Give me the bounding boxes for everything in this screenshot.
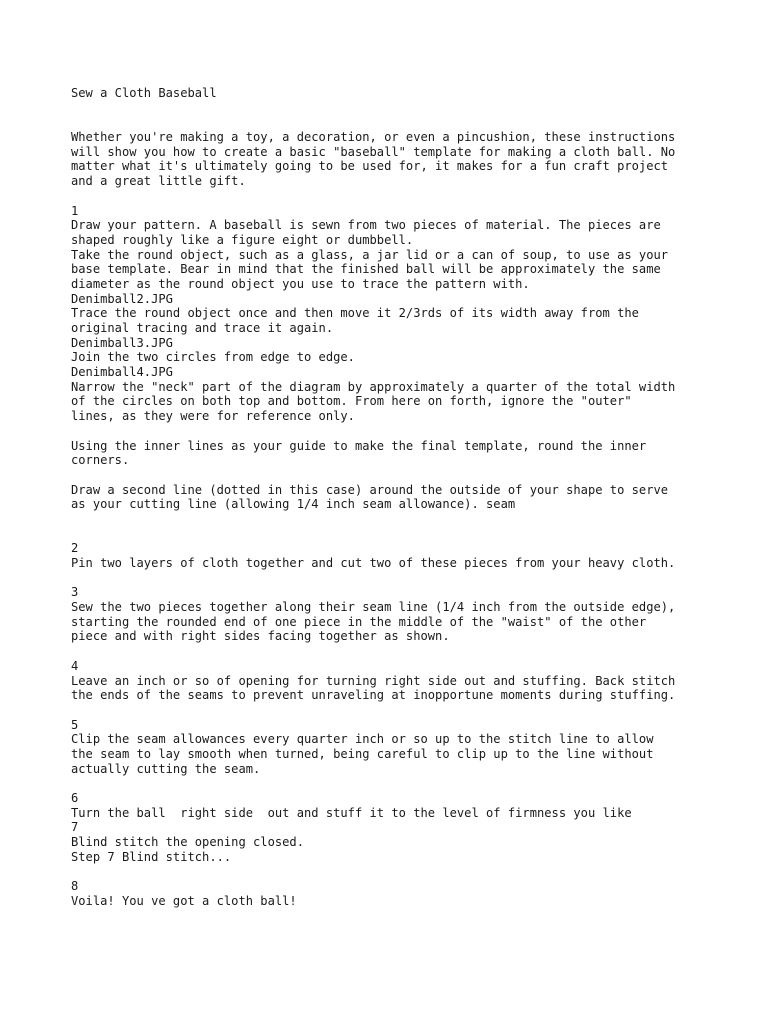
step-2: 2 Pin two layers of cloth together and cut two of these pieces from your heavy cloth. bbox=[71, 541, 751, 570]
document-title: Sew a Cloth Baseball bbox=[71, 86, 217, 100]
step-3: 3 Sew the two pieces together along their seam line (1/4 inch from the outside edge), starting the rounded end of one piece in the middle of the "waist" of the other piece and with right sides facing together as shown. bbox=[71, 585, 751, 644]
step-number: 2 bbox=[71, 541, 79, 556]
step-1: 1 Draw your pattern. A baseball is sewn from two pieces of material. The pieces are shaped roughly like a figure eight or dumbbell. Take the round object, such as a glass, a jar lid or a can of soup, to use as your base template. Bear in mind that the finished ball will be approximately the same diameter as the round object you use to trace the pattern with. Denimball2.JPG Trace the round object once and then move it 2/3rds of its width away from the original tracing and trace it again. Denimball3.JPG Join the two circles from edge to edge. Denimball4.JPG Narrow the "neck" part of the diagram by approximately a quarter of the total width of the circles on both top and bottom. From here on forth, ignore the "outer" lines, as they were for reference only. Using the inner lines as your guide to make the final template, round the inner corners. Draw a second line (dotted in this case) around the outside of your shape to serve as your cutting line (allowing 1/4 inch seam allowance). seam bbox=[71, 204, 751, 512]
step-number: 3 bbox=[71, 585, 79, 600]
step-4: 4 Leave an inch or so of opening for turning right side out and stuffing. Back stitch the ends of the seams to prevent unraveling at inopportune moments during stuffing. bbox=[71, 659, 751, 703]
step-5: 5 Clip the seam allowances every quarter inch or so up to the stitch line to allow the seam to lay smooth when turned, being careful to clip up to the line without actually cutting the seam. bbox=[71, 718, 751, 777]
step-number: 5 bbox=[71, 717, 79, 732]
step-number: 8 bbox=[71, 879, 79, 894]
step-8: 8 Voila! You ve got a cloth ball! bbox=[71, 879, 751, 908]
image-filename: Denimball2.JPG bbox=[71, 291, 173, 306]
step-7: 7 Blind stitch the opening closed. Step 7 Blind stitch... bbox=[71, 820, 751, 864]
step-number: 1 bbox=[71, 203, 79, 218]
step-6: 6 Turn the ball right side out and stuff it to the level of firmness you like bbox=[71, 791, 751, 820]
intro-paragraph: Whether you're making a toy, a decoration, or even a pincushion, these instructions will show you how to create a basic "baseball" template for making a cloth ball. No matter what it's ultimately going to be used for, it makes for a fun craft project and a great little gift. bbox=[71, 130, 676, 189]
document-page bbox=[71, 86, 751, 909]
image-filename: Denimball3.JPG bbox=[71, 335, 173, 350]
image-filename: Denimball4.JPG bbox=[71, 365, 173, 380]
step-number: 7 bbox=[71, 820, 79, 835]
step-number: 4 bbox=[71, 658, 79, 673]
step-number: 6 bbox=[71, 791, 79, 805]
